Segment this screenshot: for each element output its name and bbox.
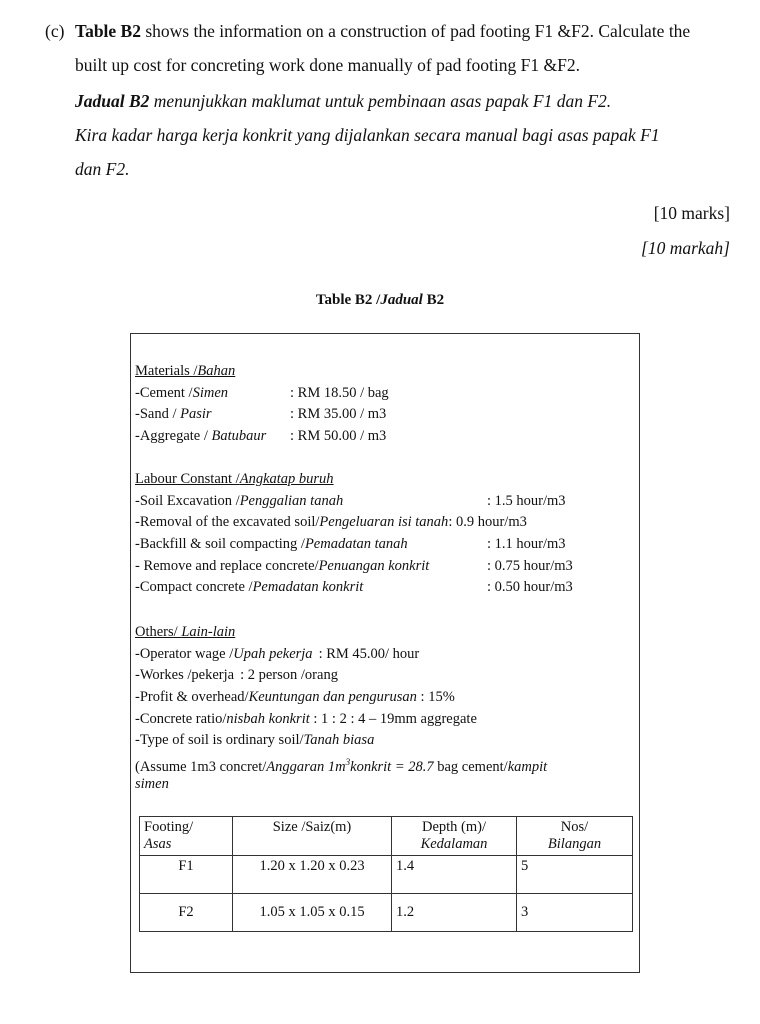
item-label: - Remove and replace concrete/ [135,557,319,574]
item-value: : 1.5 hour/m3 [487,492,566,509]
header-nos [517,817,633,856]
material-item-aggregate [135,426,387,448]
question-line-1 [75,14,690,48]
header-depth [392,817,517,856]
header-en: Depth (m)/ [421,819,487,835]
item-label: -Profit & overhead/ [135,689,249,706]
question-label: (c) [45,21,65,41]
caption-prefix: Table B2 / [315,292,381,308]
labour-item [135,534,566,556]
others-section [135,622,547,796]
item-label-it: Batubaur [211,428,267,445]
item-value: : RM 45.00/ hour [318,645,420,662]
item-label-it: Penggalian tanah [239,492,344,509]
item-value: : RM 18.50 / bag [290,384,389,401]
assume-b: bag cement/ [433,758,508,775]
item-label: -Aggregate / [135,428,212,445]
others-item [135,730,547,752]
labour-item [135,556,573,578]
item-label-it: Pasir [180,406,212,423]
header-size [233,817,392,856]
table-ref-bold: Table B2 [75,21,141,41]
item-label: -Soil Excavation / [135,492,240,509]
material-item-cement [135,383,389,405]
header-en: Nos/ [560,819,589,835]
header-ms: Asas [144,836,172,852]
assume-it2: konkrit = 28.7 [350,758,434,775]
item-value: : RM 50.00 / m3 [290,428,387,445]
labour-item [135,512,527,534]
item-label-it: Pengeluaran isi tanah [319,514,449,531]
item-label: -Sand / [135,406,181,423]
item-label: -Type of soil is ordinary soil/ [135,732,304,749]
others-item [135,687,547,709]
materials-heading [135,361,266,383]
others-item [135,665,547,687]
item-value: : 0.9 hour/m3 [448,514,527,531]
labour-item [135,577,573,599]
marks-malay: [10 markah] [641,238,730,258]
item-label: -Concrete ratio/ [135,710,227,727]
question-line-3 [75,84,611,118]
materials-heading-it: Bahan [197,363,236,379]
assume-note-end: simen [135,775,169,792]
item-label: -Operator wage / [135,645,234,662]
material-item-sand [135,404,387,426]
cell-size: 1.05 x 1.05 x 0.15 [233,894,392,932]
others-item [135,644,547,666]
question-line-4: Kira kadar harga kerja konkrit yang dijalankan secara manual bagi asas papak F1 [75,125,660,145]
item-value: : 1.1 hour/m3 [487,536,566,553]
caption-suffix: B2 [422,292,445,308]
others-heading-it: Lain-lain [181,624,236,640]
question-line-5: dan F2. [75,159,130,179]
item-value: : 0.75 hour/m3 [487,557,573,574]
question-line-1-text: shows the information on a construction of pad footing F1 &F2. Calculate the [140,21,691,41]
item-label: -Compact concrete / [135,579,253,596]
header-ms: Kedalaman [420,836,488,852]
others-heading [135,622,547,644]
labour-heading-it: Angkatap buruh [239,471,334,487]
jadual-ref-bold: Jadual B2 [75,91,150,111]
item-label: -Removal of the excavated soil/ [135,514,320,531]
others-item [135,709,547,731]
assume-text: (Assume 1m3 concret/ [135,758,267,775]
table-row [140,856,633,894]
cell-footing: F1 [140,856,233,894]
item-label: -Workes /pekerja [135,667,235,684]
footing-table [139,816,633,932]
labour-heading [135,469,527,491]
assume-it3: kampit [507,758,548,775]
item-label-it: Simen [192,384,229,401]
caption-italic: Jadual [380,292,423,308]
labour-heading-text: Labour Constant / [135,471,240,487]
table-header-row [140,817,633,856]
labour-section [135,469,573,599]
cell-nos: 3 [517,894,633,932]
item-label-it: Pemadatan tanah [304,536,408,553]
cell-size: 1.20 x 1.20 x 0.23 [233,856,392,894]
question-line-2: built up cost for concreting work done manually of pad footing F1 &F2. [75,55,580,75]
cell-nos: 5 [517,856,633,894]
header-ms: Bilangan [547,836,602,852]
item-label: -Backfill & soil compacting / [135,536,305,553]
header-en: Size /Saiz(m) [272,819,352,835]
cell-depth: 1.4 [392,856,517,894]
assume-sup: 3 [345,757,351,768]
marks-english: [10 marks] [653,203,730,223]
others-heading-text: Others/ [135,624,182,640]
table-row [140,894,633,932]
item-value: : RM 35.00 / m3 [290,406,387,423]
cell-footing: F2 [140,894,233,932]
assume-note [135,752,547,774]
question-line-3-text: menunjukkan maklumat untuk pembinaan asas papak F1 dan F2. [149,91,612,111]
item-label-it: Upah pekerja [233,645,313,662]
table-b2-box [130,333,640,973]
header-footing [140,817,233,856]
materials-heading-text: Materials / [135,363,198,379]
item-label-it: nisbah konkrit [226,710,310,727]
item-label-it: Tanah biasa [303,732,375,749]
labour-item [135,491,566,513]
item-label: -Cement / [135,384,193,401]
materials-section [135,361,389,448]
item-value: : 0.50 hour/m3 [487,579,573,596]
item-label-it: Penuangan konkrit [318,557,430,574]
item-label-it: Pemadatan konkrit [252,579,364,596]
header-en: Footing/ [144,819,194,835]
cell-depth: 1.2 [392,894,517,932]
item-value: : 15% [416,689,455,706]
table-caption [0,292,760,309]
item-label-it: Keuntungan dan pengurusan [248,689,417,706]
assume-it: Anggaran 1m [266,758,346,775]
item-value: : 2 person /orang [240,667,338,684]
item-value: : 1 : 2 : 4 – 19mm aggregate [309,710,477,727]
